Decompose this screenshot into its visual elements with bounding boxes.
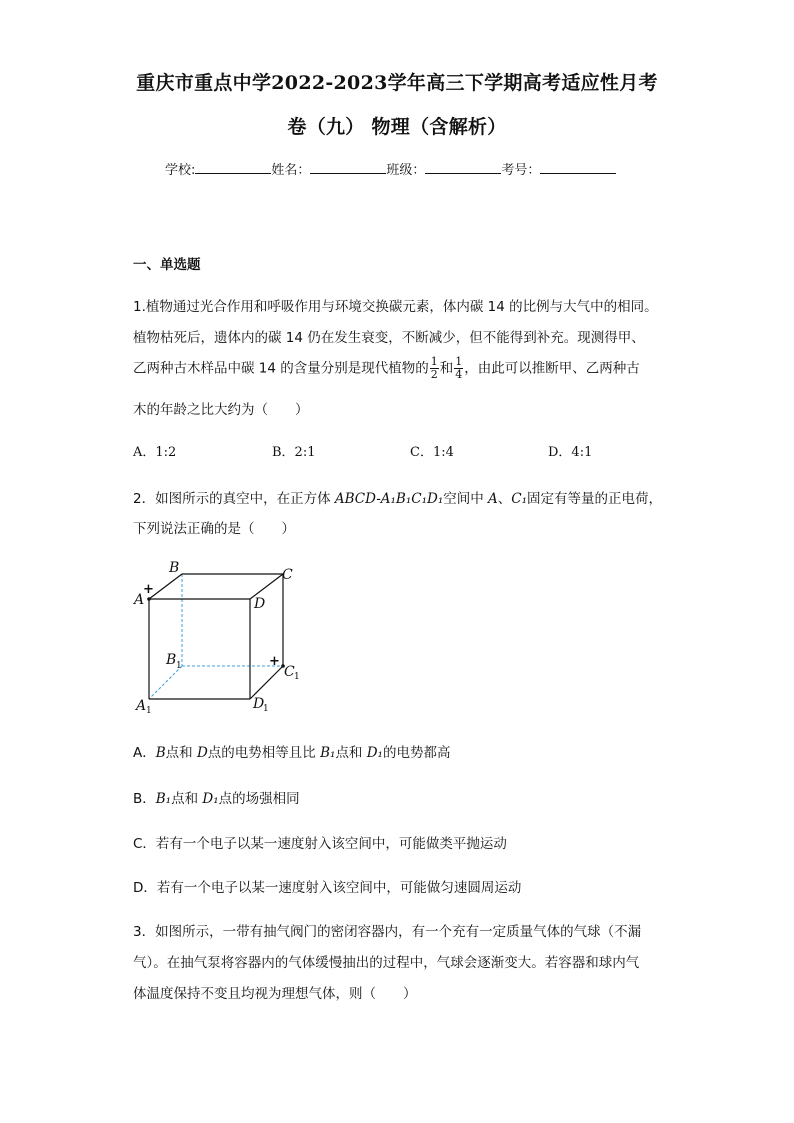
exam-title-line-1: 重庆市重点中学2022-2023学年高三下学期高考适应性月考 [136, 72, 658, 94]
q2-option-c: C．若有一个电子以某一速度射入该空间中，可能做类平抛运动 [133, 836, 507, 852]
q2-option-d: D．若有一个电子以某一速度射入该空间中，可能做匀速圆周运动 [133, 880, 522, 896]
option-a-text: 点和 [335, 745, 367, 761]
fraction-numerator: 1 [430, 355, 438, 368]
q2-line-1-c: 固定有等量的正电荷， [527, 491, 663, 507]
label-b: B [169, 560, 180, 576]
student-info-row [165, 159, 616, 178]
q1-line-4: 木的年龄之比大约为（ ） [133, 402, 309, 418]
q1-line-3-c: ，由此可以推断甲、乙两种古 [464, 360, 640, 377]
plus-sign-c1: + [269, 654, 280, 669]
option-a-text: 点的电势相等且比 [207, 745, 321, 761]
label-d1: D [253, 696, 265, 712]
q3-line-1: 3．如图所示，一带有抽气阀门的密闭容器内，有一个充有一定质量气体的气球（不漏 [133, 924, 642, 940]
q3-line-3: 体温度保持不变且均视为理想气体，则（ ） [133, 986, 417, 1002]
name-label: 姓名： [271, 163, 311, 178]
option-a-prefix: A． [133, 745, 156, 761]
option-a-text: 点和 [165, 745, 197, 761]
name-blank [310, 159, 386, 174]
option-b-text: 点和 [171, 791, 203, 807]
label-a1: A [136, 698, 147, 714]
q2-line-1-b: 空间中 [443, 491, 489, 507]
option-a-text: 的电势都高 [382, 745, 451, 761]
subscript-d1: 1 [263, 704, 269, 714]
number-blank [540, 159, 616, 174]
subscript-c1: 1 [294, 672, 300, 682]
label-b1: B [166, 652, 177, 668]
q1-option-d: D．4:1 [548, 445, 593, 460]
q1-line-3 [133, 356, 640, 381]
q2-option-a [133, 741, 450, 761]
subscript-a1: 1 [146, 706, 152, 716]
point-a: A [488, 491, 498, 507]
point-b1: B₁ [155, 791, 172, 807]
label-c1: C [284, 664, 295, 680]
label-d: D [254, 596, 266, 612]
option-b-prefix: B． [133, 791, 156, 807]
q1-line-3-b: 和 [439, 360, 454, 377]
q1-option-b: B．2:1 [272, 445, 316, 460]
number-label: 考号： [501, 163, 541, 178]
separator: 、 [497, 491, 512, 507]
point-b1: B₁ [320, 745, 336, 761]
q1-line-1: 1.植物通过光合作用和呼吸作用与环境交换碳元素，体内碳 14 的比例与大气中的相同。 [133, 299, 658, 315]
label-a: A [134, 592, 145, 608]
charge-dot-a [147, 597, 151, 601]
q1-option-c: C．1:4 [410, 445, 454, 460]
q1-line-3-a: 乙两种古木样品中碳 14 的含量分别是现代植物的 [133, 360, 429, 377]
point-d1: D₁ [366, 745, 383, 761]
subscript-b1: 1 [176, 661, 182, 671]
q1-option-a: A．1:2 [133, 445, 177, 460]
fraction-numerator: 1 [455, 355, 463, 368]
point-d: D [196, 745, 208, 761]
exam-title-line-2: 卷（九） 物理（含解析） [287, 116, 507, 138]
fraction-one-half [430, 356, 439, 381]
cube-name: ABCD-A₁B₁C₁D₁ [334, 491, 444, 507]
fraction-one-quarter [454, 356, 463, 381]
option-b-text: 点的场强相同 [218, 791, 300, 807]
point-c1: C₁ [511, 491, 528, 507]
q3-line-2: 气）。在抽气泵将容器内的气体缓慢抽出的过程中，气球会逐渐变大。若容器和球内气 [133, 955, 640, 971]
q2-line-2: 下列说法正确的是（ ） [133, 521, 295, 537]
cube-figure [130, 558, 310, 718]
fraction-denominator: 2 [430, 368, 438, 381]
fraction-denominator: 4 [455, 368, 463, 381]
class-blank [425, 159, 501, 174]
q2-option-b [133, 787, 300, 807]
q2-line-1 [133, 487, 662, 507]
label-c: C [282, 567, 293, 583]
cube-solid-edges [149, 574, 283, 699]
q1-line-2: 植物枯死后，遗体内的碳 14 仍在发生衰变，不断减少，但不能得到补充。现测得甲、 [133, 330, 645, 346]
point-b: B [155, 745, 166, 761]
point-d1: D₁ [202, 791, 219, 807]
class-label: 班级： [386, 163, 426, 178]
section-title: 一、单选题 [133, 257, 201, 273]
school-label: 学校: [165, 163, 196, 178]
plus-sign-a: + [143, 582, 154, 597]
school-blank [195, 159, 271, 174]
q2-line-1-a: 2．如图所示的真空中，在正方体 [133, 491, 335, 507]
